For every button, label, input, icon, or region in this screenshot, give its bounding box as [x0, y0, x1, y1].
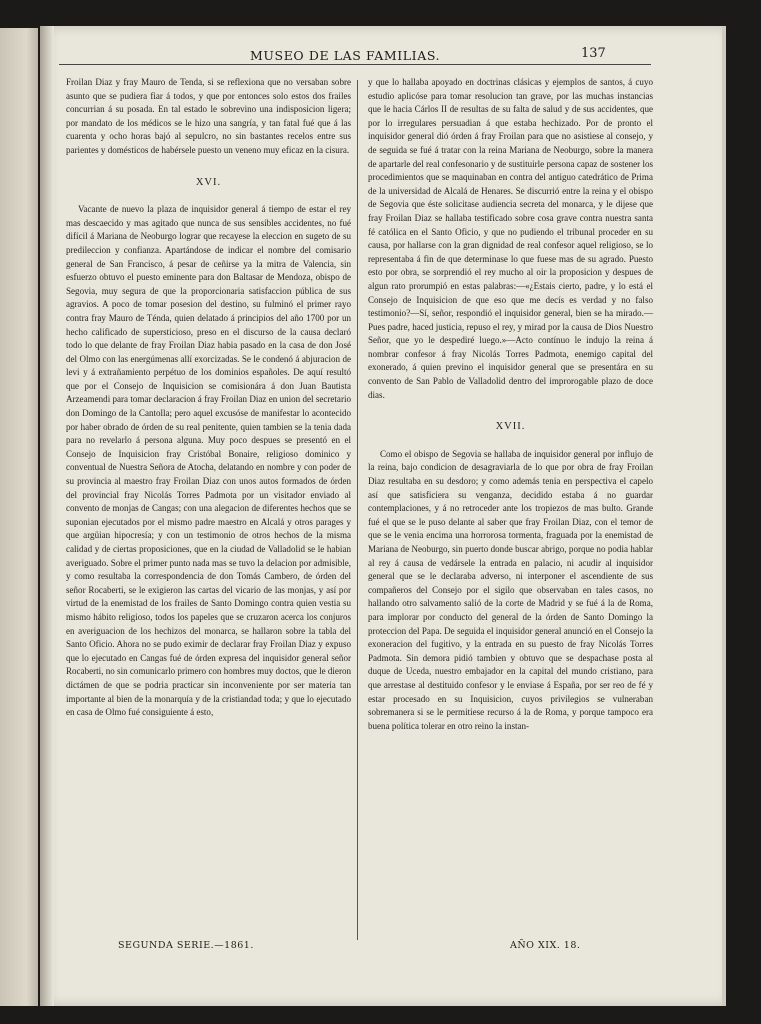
- page-number: 137: [581, 46, 606, 61]
- footer-series: SEGUNDA SERIE.—1861.: [118, 940, 254, 951]
- right-column: [368, 76, 653, 733]
- paragraph: y que lo hallaba apoyado en doctrinas clásicas y ejemplos de santos, á cuyo estudio aplicóse para tomar resolucion tan grave, por las muchas instancias que le hacia Cárlos II de resultas de su falta de salud y de sus accidentes, que por lo irregulares persuadian á que estaba hechizado. Por de pronto el inquisidor general dió órden á fray Froilan para que no asistiese al consejo, y de seguida se fué á tratar con la reina Mariana de Neoburgo, sobre la manera de apartarle del real confesonario y de sustituirle persona capaz de sostener los procedimientos que se maquinaban en contra del antiguo catedrático de Prima de la universidad de Alcalá de Henares. Se discurrió entre la reina y el obispo de Segovia que éste solicitase audiencia secreta del monarca, y le dijese que fray Froilan Diaz se hallaba testificado sobre cosa grave contra nuestra santa fé católica en el Santo Oficio, y que no pudiendo el tribunal proceder en su causa, por hallarse con la gran dignidad de real confesor aquel religioso, se lo representaba á fin de que determinase lo que fuese mas de su agrado. Puesto esto por obra, se sorprendió el rey mucho al oir la proposicion y despues de algun rato prorumpió en estas palabras:—«¿Estais cierto, padre, y lo está el Consejo de Inquisicion de que eso que me decís es verdad y no falso testimonio?—Sí, señor, respondió el inquisidor general, bien se ha mirado.—Pues padre, haced justicia, repuso el rey, y mirad por la causa de Dios Nuestro Señor, que yo le despediré luego.»—Acto contínuo le indujo la reina á nombrar confesor á fray Nicolás Torres Padmota, enemigo capital del exonerado, á quien previno el inquisidor general que se presentára en su convento de San Pablo de Valladolid dentro del improrogable plazo de doce dias.: [368, 77, 653, 400]
- running-header: MUSEO DE LAS FAMILIAS.: [250, 48, 441, 63]
- page-spine-shadow: [40, 26, 54, 1006]
- section-heading-xvi: XVI.: [195, 176, 222, 188]
- footer-year: AÑO XIX. 18.: [510, 940, 581, 951]
- page-edge: [722, 26, 726, 1006]
- column-divider: [357, 80, 358, 940]
- paragraph: Como el obispo de Segovia se hallaba de inquisidor general por influjo de la reina, bajo condicion de desagraviarla de lo que por obra de fray Froilan Diaz resultaba en su desdoro; y como además tenia en perspectiva el capelo así que satisficiera su venganza, decidido estaba á no guardar contemplaciones, y á no retroceder ante los tropiezos de mas bulto. Grande fué el que se le puso delante al saber que fray Froilan Diaz, con el temor de que se le venia encima una horrorosa tormenta, fraguada por la enemistad de Mariana de Neoburgo, sin puerto donde buscar abrigo, porque no podia hablar al rey á causa de vedársele la entrada en palacio, ni acudir al inquisidor general que se le declaraba adverso, ni interponer el ascendiente de sus compañeros del Consejo por el sigilo que observaban en tales casos, no hallando otro salvamento salió de la corte de Madrid y se fué á la de Roma, para implorar por conducto del general de la órden de Santo Domingo la proteccion del Papa. De seguida el inquisidor general anunció en el Consejo la exoneracion del fugitivo, y la entrada en su puesto de fray Nicolás Torres Padmota. Sin demora pidió tambien y obtuvo que se despachase posta al duque de Uceda, nuestro embajador en la capital del mundo cristiano, para que arrestase al destituido confesor y le enviase á España, por ser reo de fé y estar procesado en su Inquisicion, cuyos privilegios se vulneraban sobremanera si se le permitiese recurso á la de Roma, y porque tampoco era buena política tolerar en otro reino la instan-: [368, 448, 653, 731]
- header-rule: [59, 64, 651, 65]
- section-heading-xvii: XVII.: [495, 421, 526, 433]
- paragraph: Froilan Diaz y fray Mauro de Tenda, si se reflexiona que no versaban sobre asunto que se pudiera fiar á todos, y que por entonces solo estos dos frailes concurrian á su posada. En tal estado le sobrevino una indisposicion ligera; por mandato de los médicos se le hizo una sangría, y tan fatal fué que á las cuarenta y ocho horas bajó al sepulcro, no sin bastantes recelos entre sus parientes y domésticos de habérsele puesto un veneno muy eficaz en la cisura.: [66, 77, 351, 155]
- previous-page-edge: [0, 28, 38, 1006]
- left-column: [66, 76, 351, 720]
- paragraph: Vacante de nuevo la plaza de inquisidor general á tiempo de estar el rey mas descaecido y mas agitado que nunca de sus sensibles accidentes, no fué difícil á Mariana de Neoburgo lograr que recayese la eleccion en sugeto de su predileccion y confianza. Apartándose de indicar el nombre del comisario general de San Francisco, á pesar de ceñirse ya la mitra de Valencia, sin esfuerzo obtuvo el puesto eminente para don Baltasar de Mendoza, obispo de Segovia, muy segura de que la proporcionaria satisfaccion pública de sus agravios. A poco de tomar posesion del destino, su fulminó el primer rayo contra fray Mauro de Ténda, quien delatado á principios del año 1700 por un hecho calificado de supersticioso, preso en el discurso de la causa declaró todo lo que delante de fray Froilan Diaz habia pasado en la casa de don José del Olmo con las energúmenas allí exorcizadas. Se le condenó á abjuracion de levi y á extrañamiento perpétuo de los dominios españoles. De aquí resultó que por el Consejo de Inquisicion se comisionára á don Juan Bautista Arzeamendi para tomar declaracion á fray Froilan Diaz en union del secretario don Domingo de la Cantolla; pero aquel excusóse de manifestar lo acontecido por haber obrado de órden de su real penitente, quien tambien se la tenia dada para no revelarlo á persona alguna. Muy poco despues se presentó en el Consejo de Inquisicion fray Cristóbal Bonaire, religioso dominico y conventual de Nuestra Señora de Atocha, delatando en nombre y con poder de su provincia al maestro fray Froilan Diaz con unos autos formados de órden del provincial fray Nicolás Torres Padmota por un visitador enviado al convento de monjas de Cangas; con una alegacion de diferentes hechos que se suponian ejecutados por el mismo padre maestro en Alcalá y otros parages y que argüian hipocresía; y con un testimonio de otros hechos de la misma calidad y de ciertas proposiciones, que en la ciudad de Valladolid se le habian averiguado. Sobre el primer punto nada mas se tuvo la delacion por admisible, y como resultaba la correspondencia de don Tomás Cambero, de órden del señor Rocaberti, se le exigieron las cartas del vicario de las monjas, y así por virtud de la enemistad de los frailes de Santo Domingo contra quien vestia su mismo hábito religioso, todos los papeles que se cruzaron acerca los conjuros en averiguacion de los hechizos del monarca, se hallaron sobre la tabla del Santo Oficio. Ahora no se pudo eximir de declarar fray Froilan Diaz y expuso que lo ejecutado en Cangas fué de órden expresa del inquisidor general señor Rocaberti, no sin comunicarlo primero con hombres muy doctos, que le dieron dictámen de que se podria practicar sin inconveniente por ser materia tan importante al bien de la monarquía y de la cristiandad toda; y que lo ejecutado en casa de Olmo fué consiguiente á esto,: [66, 204, 351, 718]
